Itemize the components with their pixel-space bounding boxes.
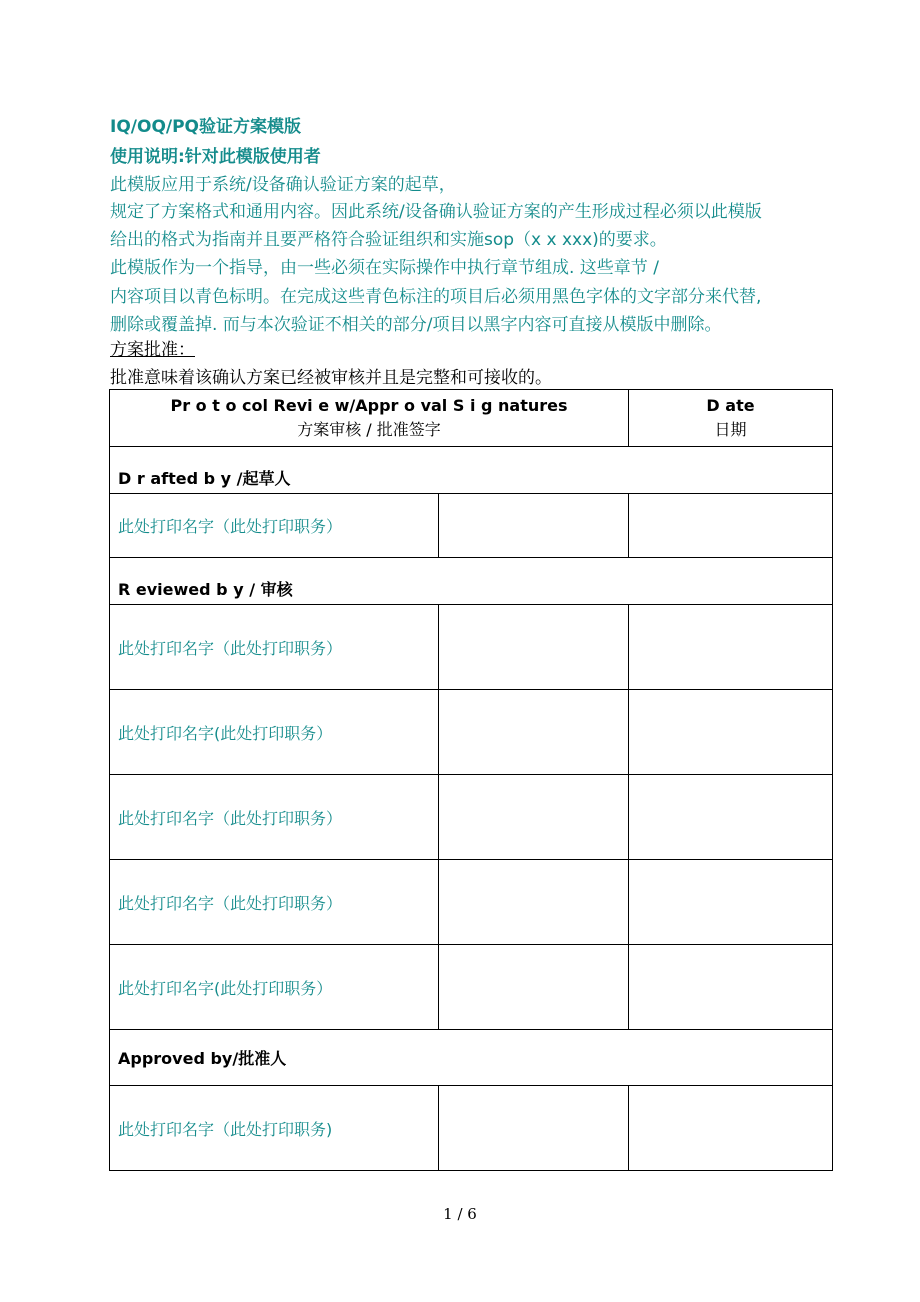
page-number: 1 / 6 — [443, 1205, 477, 1223]
section-label-approved: Approved by/批准人 — [110, 1030, 833, 1086]
name-cell[interactable]: 此处打印名字（此处打印职务） — [110, 494, 439, 558]
instruction-line-2: 规定了方案格式和通用内容。因此系统/设备确认验证方案的产生形成过程必须以此模版 — [110, 202, 762, 222]
header-signatures — [110, 390, 629, 447]
section-approved — [110, 1030, 833, 1086]
date-cell[interactable] — [629, 945, 833, 1030]
table-row — [110, 775, 833, 860]
instruction-line-6: 删除或覆盖掉. 而与本次验证不相关的部分/项目以黑字内容可直接从模版中删除。 — [110, 315, 722, 335]
signature-table — [109, 389, 833, 1171]
table-row — [110, 494, 833, 558]
table-row — [110, 945, 833, 1030]
doc-subtitle: 使用说明:针对此模版使用者 — [110, 147, 321, 167]
signature-cell[interactable] — [439, 945, 629, 1030]
signature-cell[interactable] — [439, 605, 629, 690]
instruction-line-3: 给出的格式为指南并且要严格符合验证组织和实施sop（x x xxx)的要求。 — [110, 230, 667, 250]
header-date-zh: 日期 — [714, 420, 747, 439]
header-signatures-en: Pr o t o col Revi e w/Appr o val S i g natures — [170, 396, 568, 415]
header-date — [629, 390, 833, 447]
date-cell[interactable] — [629, 775, 833, 860]
date-cell[interactable] — [629, 605, 833, 690]
name-cell[interactable]: 此处打印名字（此处打印职务） — [110, 860, 439, 945]
signature-cell[interactable] — [439, 690, 629, 775]
date-cell[interactable] — [629, 494, 833, 558]
date-cell[interactable] — [629, 860, 833, 945]
section-drafted — [110, 447, 833, 494]
table-header-row — [110, 390, 833, 447]
table-row — [110, 860, 833, 945]
date-cell[interactable] — [629, 690, 833, 775]
header-signatures-zh: 方案审核 / 批准签字 — [297, 420, 441, 439]
name-cell[interactable]: 此处打印名字(此处打印职务） — [110, 690, 439, 775]
name-cell[interactable]: 此处打印名字（此处打印职务） — [110, 605, 439, 690]
instruction-line-4: 此模版作为一个指导，由一些必须在实际操作中执行章节组成. 这些章节 / — [110, 258, 659, 278]
section-reviewed — [110, 558, 833, 605]
signature-cell[interactable] — [439, 860, 629, 945]
date-cell[interactable] — [629, 1086, 833, 1171]
signature-cell[interactable] — [439, 1086, 629, 1171]
name-cell[interactable]: 此处打印名字（此处打印职务) — [110, 1086, 439, 1171]
section-label-reviewed: R eviewed b y / 审核 — [110, 558, 833, 605]
approval-heading: 方案批准： — [110, 340, 195, 360]
table-row — [110, 1086, 833, 1171]
instruction-line-1: 此模版应用于系统/设备确认验证方案的起草， — [110, 175, 456, 195]
signature-cell[interactable] — [439, 775, 629, 860]
table-row — [110, 605, 833, 690]
table-row — [110, 690, 833, 775]
signature-cell[interactable] — [439, 494, 629, 558]
instruction-line-5: 内容项目以青色标明。在完成这些青色标注的项目后必须用黑色字体的文字部分来代替, — [110, 287, 762, 307]
section-label-drafted: D r afted b y /起草人 — [110, 447, 833, 494]
name-cell[interactable]: 此处打印名字（此处打印职务） — [110, 775, 439, 860]
name-cell[interactable]: 此处打印名字(此处打印职务） — [110, 945, 439, 1030]
approval-note: 批准意味着该确认方案已经被审核并且是完整和可接收的。 — [110, 368, 552, 388]
header-date-en: D ate — [706, 396, 755, 415]
doc-title: IQ/OQ/PQ验证方案模版 — [110, 117, 302, 137]
